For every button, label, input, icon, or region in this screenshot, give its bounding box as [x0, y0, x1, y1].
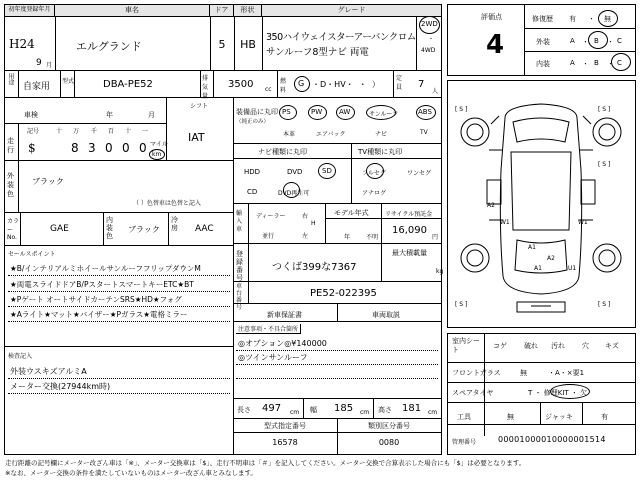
height-value: 181 [402, 403, 422, 414]
width-value: 185 [334, 403, 354, 414]
mileage-unit-3: 百 [108, 128, 115, 135]
exterior-label: 外装色 [7, 172, 14, 198]
diag-label-u1: U1 [568, 265, 577, 272]
equip-leather: 本革 [283, 131, 296, 138]
length-label: 長さ [237, 406, 251, 414]
equip-airbag: エアバック [316, 131, 346, 138]
tv-analog: アナログ [362, 190, 387, 197]
import-right: 右 [302, 213, 309, 220]
score-label: 評価点 [481, 13, 502, 21]
ac-value: AAC [195, 224, 214, 234]
mileage-mile: マイル [150, 141, 168, 148]
diag-label-a1b: A1 [534, 265, 542, 272]
mileage-digit-3: 0 [122, 141, 130, 155]
diag-label-s1: [ S ] [455, 106, 468, 113]
capacity-label: 定員 [396, 75, 403, 91]
hdr-car-name: 車名 [55, 5, 210, 17]
hdr-shape: 形状 [234, 5, 262, 17]
mileage-symbol-label: 記号 [27, 128, 40, 135]
score-value: 4 [486, 30, 505, 60]
windshield-label: フロントガラス [452, 369, 501, 377]
inspection-month: 月 [148, 111, 155, 119]
model-year-unknown: 不明 [366, 234, 379, 241]
manual-warranty: 新車保証書 [267, 311, 302, 319]
hdr-door: ドア [210, 5, 234, 17]
fuel-hv: HV [334, 80, 346, 89]
sales-label: セールスポイント [8, 251, 56, 258]
seat-item-1: 破れ [524, 342, 538, 350]
mgmt-value: 00001000010000001514 [498, 435, 606, 444]
repair-no: 無 [604, 15, 611, 23]
footer-line-2: ※なお、メーター交換の条件を満たしていないものはメーター改ざん車とみなします。 [5, 469, 257, 477]
diag-label-s3: [ S ] [598, 161, 611, 168]
equip-tv: TV [420, 129, 428, 136]
type-no-label: 型式指定番号 [264, 422, 306, 430]
chassis-value: PE52-022395 [310, 288, 377, 299]
sales-line-3: ★Aライト★マット★バイザー★Pガラス★電格ミラー [10, 310, 188, 319]
mileage-symbol: $ [28, 141, 36, 155]
windshield-none: 無 [520, 369, 527, 377]
car-name-value: エルグランド [76, 40, 142, 53]
mileage-digit-0: 8 [71, 141, 79, 155]
mileage-digit-1: 3 [88, 141, 96, 155]
type-no-value: 16578 [272, 438, 298, 447]
mileage-digit-2: 0 [105, 141, 113, 155]
notes-label: 注意事項・不具合箇所 [236, 324, 301, 334]
footer-line-1: 走行距離の記号欄にメーター改ざん車は「※」、メーター交換車は「$」、走行不明車は「＃」を記入してください。メーター交換で合算表示した場合にも「$」は必要となります。 [5, 459, 526, 467]
recycle-value: 16,090 [392, 225, 427, 236]
seat-item-0: コゲ [493, 342, 507, 350]
spare-kit-circle [550, 384, 590, 399]
mileage-unit-0: 十 [56, 128, 63, 135]
wheel-rr-icon [593, 244, 621, 272]
seat-item-3: 穴 [582, 342, 589, 350]
car-diagram [447, 80, 636, 328]
int-c: C [617, 59, 622, 67]
diag-label-s4: [ S ] [455, 301, 468, 308]
use-value: 自家用 [23, 82, 51, 92]
color-no-value: GAE [50, 224, 69, 234]
import-parallel: 並行 [262, 233, 275, 240]
mileage-unit-2: 千 [91, 128, 98, 135]
import-left: 左 [302, 233, 309, 240]
reg-month-unit: 月 [46, 62, 53, 69]
drive-2wd: 2WD [421, 20, 438, 28]
int-a: A [570, 59, 575, 67]
jack-label: ジャッキ [545, 413, 573, 421]
ext-a: A [570, 37, 575, 45]
max-load-unit: kg [436, 268, 444, 275]
import-label: 輸入車 [236, 210, 243, 233]
diag-label-s2: [ S ] [598, 106, 611, 113]
sales-line-0: ★B/インテリアルミホイールサンルーフフリップダウンM [10, 264, 201, 273]
seat-item-4: キズ [605, 342, 619, 350]
equip-pw: PW [311, 108, 323, 116]
diag-label-a2b: A2 [547, 255, 555, 262]
inspection-year: 年 [106, 111, 113, 119]
mileage-digit-4: 0 [139, 141, 147, 155]
mileage-unit-4: 十 [125, 128, 132, 135]
shift-value: IAT [188, 131, 205, 144]
equip-aw: AW [339, 108, 351, 116]
diag-label-w1b: W1 [578, 219, 588, 226]
diag-label-w1a: W1 [500, 219, 510, 226]
exterior-note: （ ）色替車は色替と記入 [133, 200, 201, 207]
class-no-value: 0080 [378, 438, 400, 447]
chassis-label: 車台番号 [236, 283, 243, 311]
ac-label: 冷房 [171, 216, 178, 232]
shift-label: シフト [190, 103, 209, 110]
tv-oneseg: ワンセグ [407, 170, 432, 177]
seat-label: 室内シート [452, 337, 480, 354]
exterior-color: ブラック [32, 177, 64, 186]
ext-dot2: ・ [607, 38, 614, 46]
height-label: 高さ [378, 406, 392, 414]
hdr-first-reg: 初年度登録年月 [5, 5, 55, 17]
windshield-a: ・A・×要1 [548, 369, 585, 377]
use-label: 用途 [7, 73, 14, 85]
navi-label: ナビ種類に丸印 [258, 148, 307, 156]
cc-unit: cc [265, 86, 272, 93]
displacement-value: 3500 [228, 79, 254, 90]
width-label: 幅 [310, 406, 317, 414]
wheel-rl-icon [461, 244, 489, 272]
reg-era: H24 [9, 37, 35, 51]
diag-label-a2: A2 [487, 202, 495, 209]
spare-label: スペアタイヤ [452, 389, 494, 397]
length-unit: cm [290, 409, 300, 416]
grade-line1: 350ハイウェイスターアーバンクロム [266, 32, 416, 43]
inspection-label: 車検 [24, 111, 38, 119]
repair-dot: ・ [588, 15, 595, 23]
tools-value: 無 [507, 413, 514, 421]
seat-item-2: 汚れ [551, 342, 565, 350]
wheel-fl-icon [461, 118, 489, 146]
sales-line-2: ★Pゲート オートサイドカーテンSRS★HD★フォグ [10, 295, 182, 304]
model-label: 型式 [62, 78, 75, 85]
navi-sd: SD [322, 167, 332, 175]
tools-label: 工具 [457, 413, 471, 421]
import-handle: H [311, 220, 316, 227]
manual-guide: 車両取説 [372, 311, 400, 319]
wheel-fr-icon [593, 118, 621, 146]
model-year-label: モデル年式 [334, 209, 369, 217]
ext-b: B [594, 37, 599, 45]
max-load-label: 最大積載量 [392, 249, 427, 257]
navi-dvdplay: DVD再生可 [278, 190, 310, 197]
displacement-label: 排気量 [202, 75, 209, 100]
mileage-unit-1: 万 [73, 128, 80, 135]
equip-sunroof: サンルーフ [369, 111, 399, 118]
notes-line-0: ◎オプション◎¥140000 [238, 339, 327, 348]
recycle-unit: 円 [432, 234, 439, 241]
fuel-rest: ・D・HV・ ・ ） [312, 80, 380, 89]
capacity-value: 7 [418, 79, 425, 90]
sales-line-1: ★両電スライドドアB/PスタートスマートキーETC★BT [10, 280, 194, 289]
ext-dot1: ・ [582, 38, 589, 46]
person-unit: 人 [432, 88, 439, 95]
drive-dot: ・ [428, 36, 435, 43]
mgmt-label: 管理番号 [452, 439, 477, 446]
class-no-label: 類別区分番号 [368, 422, 410, 430]
interior-label: 内装色 [106, 216, 113, 240]
hdr-grade: グレード [262, 5, 441, 17]
int-dot1: ・ [582, 60, 589, 68]
int-label: 内装 [536, 60, 550, 68]
reg-month: 9 [36, 58, 42, 68]
navi-dvd: DVD [287, 168, 303, 176]
inspector-line-0: 外装ウスキズアルミA [10, 367, 87, 376]
fuel-d: D [320, 80, 327, 89]
ext-c: C [617, 37, 622, 45]
jack-value: 有 [601, 413, 608, 421]
equip-ps: PS [282, 108, 291, 116]
mileage-unit-5: 一 [142, 128, 149, 135]
notes-line-1: ◎ツインサンルーフ [238, 353, 308, 362]
tv-fullseg: フルセグ [362, 170, 386, 177]
int-b: B [594, 59, 599, 67]
navi-hdd: HDD [244, 168, 261, 176]
reg-no-label: 登録番号 [236, 250, 243, 282]
mileage-label: 走行 [7, 137, 14, 154]
diag-label-s5: [ S ] [598, 301, 611, 308]
interior-value: ブラック [128, 225, 160, 234]
width-unit: cm [360, 409, 370, 416]
tv-label: TV種類に丸印 [358, 148, 403, 156]
reg-no-value: つくば399な7367 [272, 262, 357, 273]
equip-navi: ナビ [375, 131, 388, 138]
import-dealer: ディーラー [256, 213, 286, 220]
recycle-label: リサイクル預託金 [385, 211, 433, 218]
navi-cd: CD [247, 188, 258, 196]
spare-vals: T ・ 修理KIT ・ 欠 [528, 389, 588, 397]
shape-value: HB [240, 38, 256, 51]
equipment-label: 装備品に丸印 （純正のみ） [236, 108, 278, 125]
color-no-label: カラー No. [7, 218, 20, 241]
drive-4wd: 4WD [421, 47, 436, 54]
fuel-label: 燃料 [280, 78, 287, 94]
mileage-km: km [152, 151, 162, 158]
diag-label-a1a: A1 [528, 244, 536, 251]
repair-yes: 有 [569, 15, 576, 23]
repair-label: 修復歴 [532, 15, 553, 23]
doors-value: 5 [218, 38, 226, 51]
height-unit: cm [428, 409, 438, 416]
inspector-line-1: メーター交換(27944km時) [10, 382, 111, 391]
inspector-label: 検査記入 [8, 353, 33, 360]
equip-abs: ABS [418, 108, 432, 116]
int-dot2: ・ [607, 60, 614, 68]
grade-line2: サンルーフ8型ナビ 両電 [266, 47, 369, 58]
model-value: DBA-PE52 [103, 79, 153, 90]
length-value: 497 [262, 403, 282, 414]
model-year-year: 年 [344, 234, 351, 241]
fuel-g: G [298, 79, 305, 88]
ext-label: 外装 [536, 38, 550, 46]
